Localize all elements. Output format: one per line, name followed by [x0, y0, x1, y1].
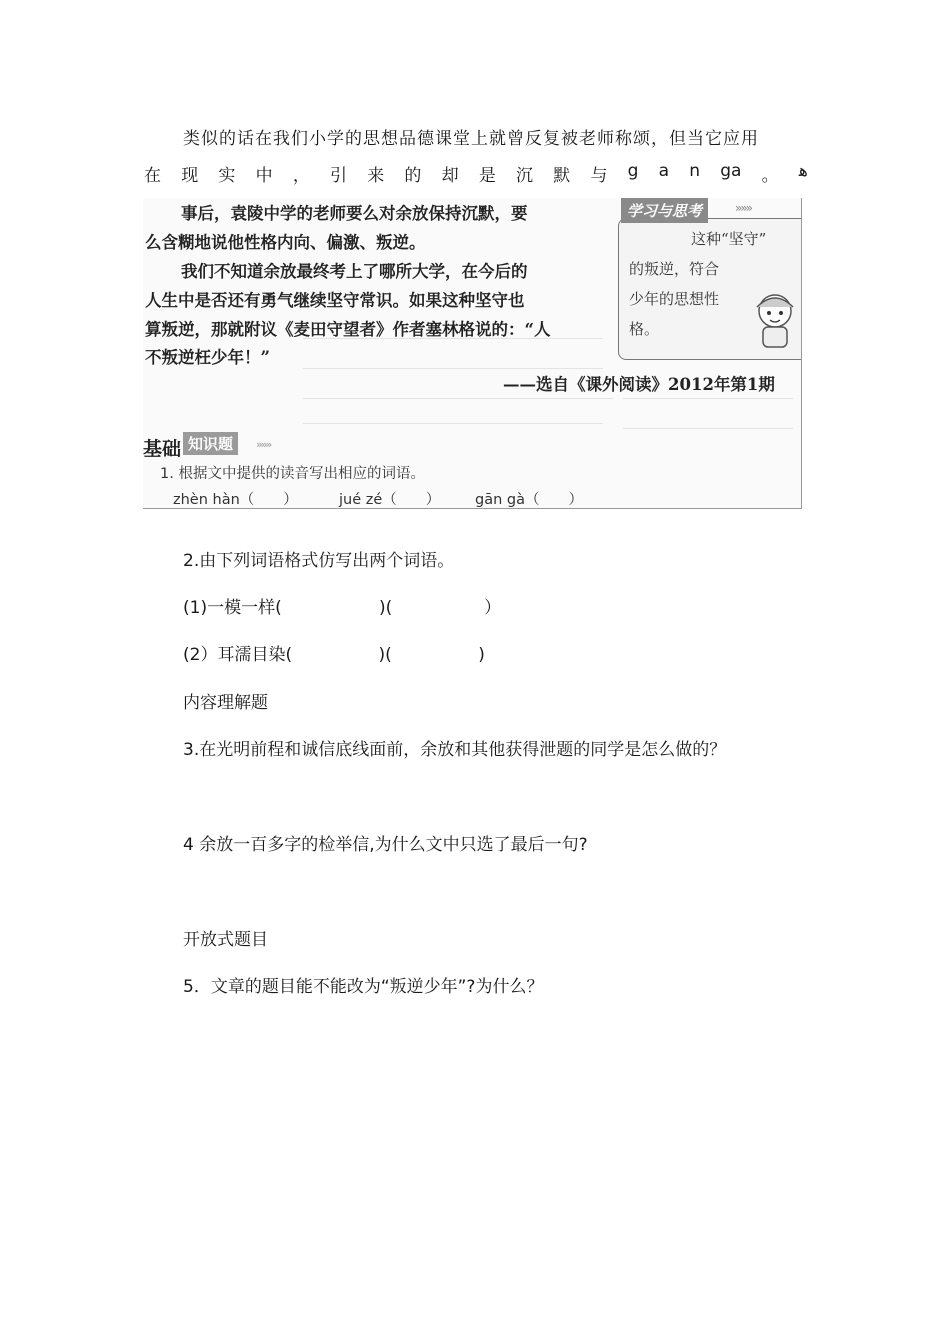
- intro-char: 引: [330, 166, 348, 186]
- section-open-heading: 开放式题目: [183, 930, 268, 950]
- question-2-item-2: (2）耳濡目染( )( ): [183, 645, 485, 665]
- intro-char: 的: [404, 166, 422, 186]
- pinyin-item: zhèn hàn（ ）: [173, 492, 298, 508]
- chevron-right-icon: »»»: [256, 438, 271, 451]
- scan-line: 人生中是否还有勇气继续坚守常识。如果这种坚守也: [145, 291, 525, 310]
- intro-line-2: [144, 161, 808, 186]
- scan-line: 算叛逆，那就附议《麦田守望者》作者塞林格说的：“人: [145, 320, 551, 339]
- study-tip-line: 这种“坚守”: [691, 230, 767, 248]
- study-tip-line: 的叛逆，符合: [629, 260, 720, 278]
- intro-char: 现: [181, 166, 199, 186]
- question-4: 4 余放一百多字的检举信,为什么文中只选了最后一句?: [183, 835, 588, 855]
- intro-char: n: [689, 161, 701, 181]
- pinyin-item: jué zé（ ）: [339, 492, 441, 508]
- study-tip-line: 格。: [629, 320, 660, 338]
- intro-char: a: [658, 161, 670, 181]
- knowledge-badge: 知识题: [183, 432, 238, 455]
- intro-char: 来: [367, 166, 385, 186]
- intro-char: 默: [553, 166, 571, 186]
- intro-char: 却: [441, 166, 459, 186]
- intro-char: 在: [144, 166, 161, 186]
- scan-line: 不叛逆枉少年！”: [145, 348, 270, 367]
- scan-line: 事后，袁陵中学的老师要么对余放保持沉默，要: [181, 204, 528, 223]
- scanned-textbook-excerpt: [143, 198, 802, 509]
- intro-char: g: [627, 161, 639, 181]
- study-tip-heading: 学习与思考: [621, 198, 708, 223]
- pinyin-item: gān gà（ ）: [475, 492, 583, 508]
- scan-line: 我们不知道余放最终考上了哪所大学，在今后的: [181, 262, 528, 281]
- intro-char: 沉: [516, 166, 534, 186]
- chevron-right-icon: »»»: [735, 201, 752, 215]
- study-tip-line: 少年的思想性: [629, 290, 720, 308]
- basic-section-label: 基础: [143, 438, 182, 460]
- scan-line: 么含糊地说他性格内向、偏激、叛逆。: [145, 233, 426, 252]
- question-3: 3.在光明前程和诚信底线面前，余放和其他获得泄题的同学是怎么做的？: [183, 740, 727, 760]
- intro-char: 是: [478, 166, 496, 186]
- intro-char: ，: [292, 166, 310, 186]
- question-2-item-1: (1)一模一样( )( ）: [183, 598, 502, 618]
- intro-char: ga: [720, 161, 742, 181]
- section-content-heading: 内容理解题: [183, 693, 268, 713]
- intro-line-1: 类似的话在我们小学的思想品德课堂上就曾反复被老师称颂，但当它应用: [183, 129, 759, 149]
- intro-char: 实: [218, 166, 236, 186]
- intro-char: ﻫ: [798, 161, 808, 181]
- intro-char: 中: [255, 166, 273, 186]
- intro-char: 与: [590, 166, 608, 186]
- intro-char: 。: [761, 166, 779, 186]
- question-2: 2.由下列词语格式仿写出两个词语。: [183, 551, 455, 571]
- question-5: 5．文章的题目能不能改为“叛逆少年”?为什么？: [183, 977, 544, 997]
- cartoon-student-icon: [745, 285, 802, 355]
- question-1: 1. 根据文中提供的读音写出相应的词语。: [160, 466, 425, 482]
- scan-source: ——选自《课外阅读》2012年第1期: [503, 375, 775, 394]
